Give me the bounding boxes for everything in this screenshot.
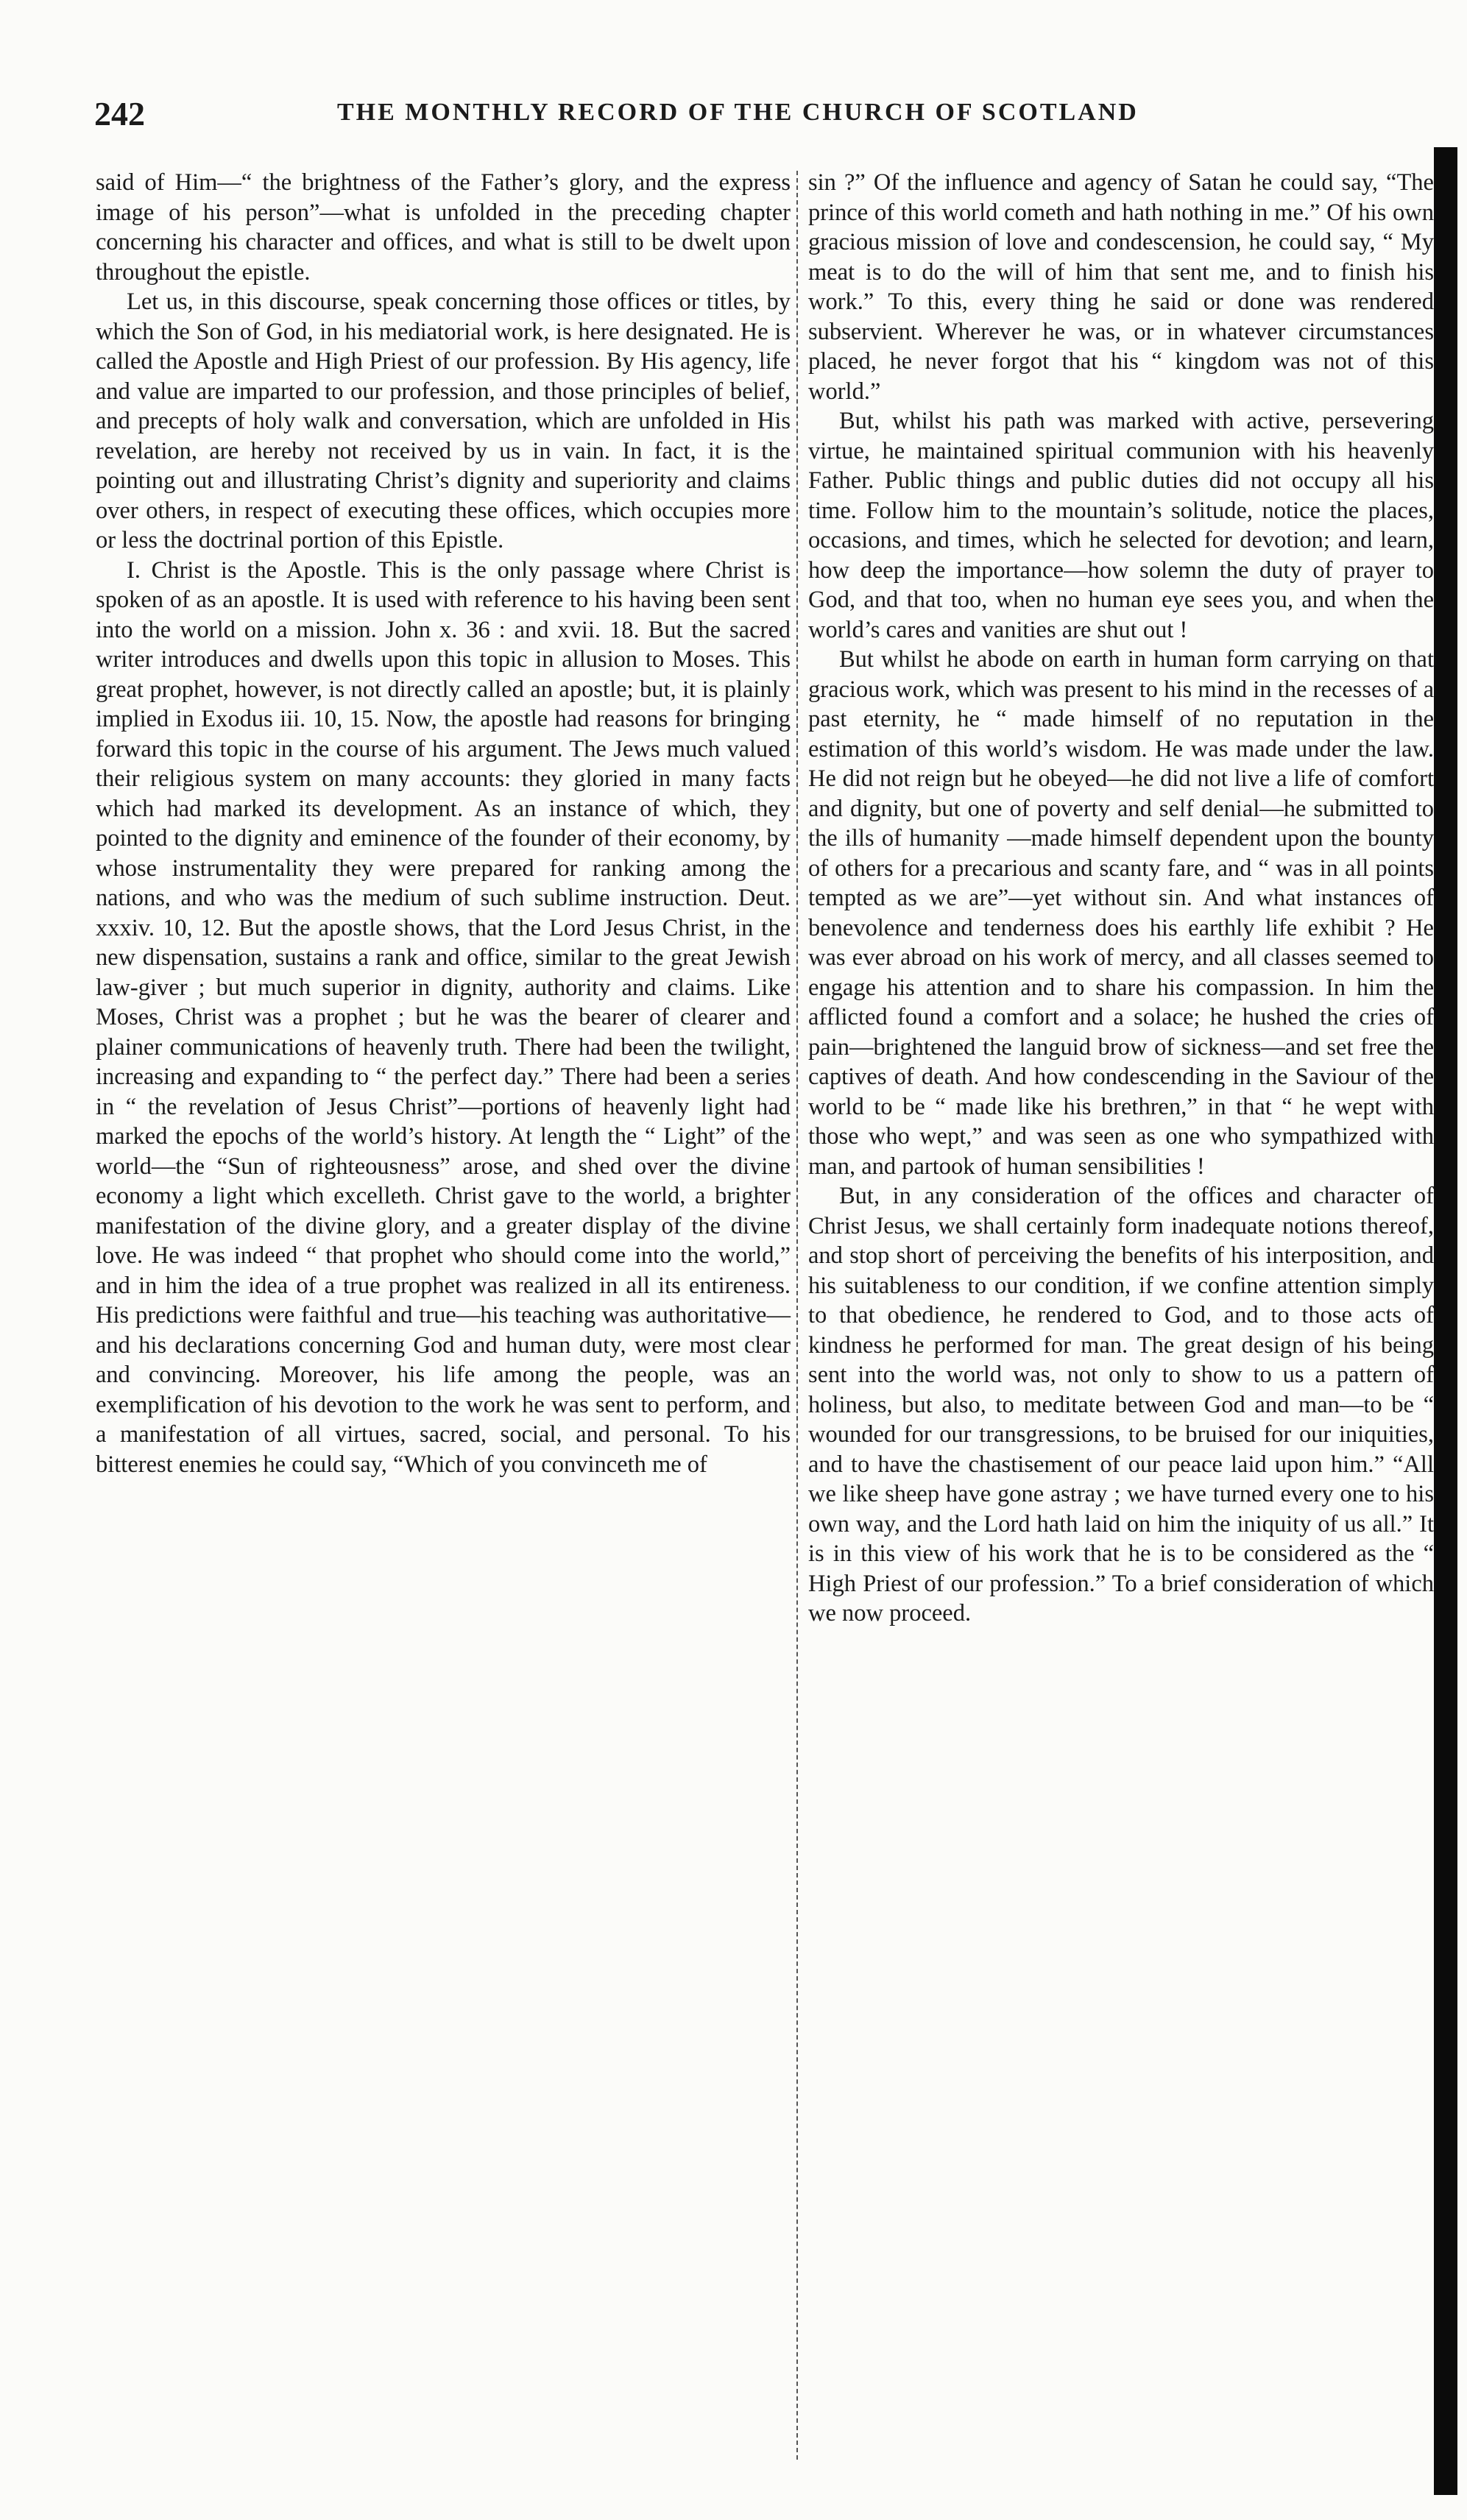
paragraph: sin ?” Of the influence and agency of Satan he could say, “The prince of this world cometh and hath nothing in me.” Of his own gracious mission of love and condescension, he could say, “ My meat is to do the will of him that sent me, and to finish his work.” To this, every thing he said or done was rendered subservient. Wherever he was, or in whatever circumstances placed, he never forgot that his “ kingdom was not of this world.” — [808, 169, 1434, 405]
left-column — [96, 168, 791, 1479]
paragraph: Let us, in this discourse, speak concerning those offices or titles, by which the Son of God, in his mediatorial work, is here designated. He is called the Apostle and High Priest of our profession. By His agency, life and value are imparted to our profession, and those principles of belief, and precepts of holy walk and conversation, which are unfolded in His revelation, are hereby not received by us in vain. In fact, it is the pointing out and illustrating Christ’s dignity and superiority and claims over others, in respect of executing these offices, which occupies more or less the doctrinal portion of this Epistle. — [96, 289, 791, 553]
page-header — [94, 94, 1449, 146]
paragraph: But, in any consideration of the offices and character of Christ Jesus, we shall certainly form inadequate notions thereof, and stop short of perceiving the benefits of his interposition, and his suitableness to our condition, if we confine attention simply to that obedience, he rendered to God, and to those acts of kindness he performed for man. The great design of his being sent into the world was, not only to show to us a pattern of holiness, but also, to meditate between God and man—to be “ wounded for our transgressions, to be bruised for our iniquities, and to have the chastisement of our peace laid upon him.” “All we like sheep have gone astray ; we have turned every one to his own way, and the Lord hath laid on him the iniquity of us all.” It is in this view of his work that he is to be considered as the “ High Priest of our profession.” To a brief consideration of which we now proceed. — [808, 1183, 1434, 1627]
page-number: 242 — [94, 95, 145, 132]
paragraph: said of Him—“ the brightness of the Father’s glory, and the express image of his person”—what is unfolded in the preceding chapter concerning his character and offices, and what is still to be dwelt upon throughout the epistle. — [96, 169, 791, 286]
paragraph: I. Christ is the Apostle. This is the only passage where Christ is spoken of as an apostle. It is used with reference to his having been sent into the world on a mission. John x. 36 : and xvii. 18. But the sacred writer introduces and dwells upon this topic in allusion to Moses. This great prophet, however, is not directly called an apostle; but, it is plainly implied in Exodus iii. 10, 15. Now, the apostle had reasons for bringing forward this topic in the course of his argument. The Jews much valued their religious system on many accounts: they gloried in many facts which had marked its development. As an instance of which, they pointed to the dignity and eminence of the founder of their economy, by whose instrumentality they were prepared for ranking among the nations, and who was the medium of such sublime instruction. Deut. xxxiv. 10, 12. But the apostle shows, that the Lord Jesus Christ, in the new dispensation, sustains a rank and office, similar to the great Jewish law-giver ; but much superior in dignity, authority and claims. Like Moses, Christ was a prophet ; but he was the bearer of clearer and plainer communications of heavenly truth. There had been the twilight, increasing and expanding to “ the perfect day.” There had been a series in “ the revelation of Jesus Christ”—portions of heavenly light had marked the epochs of the world’s history. At length the “ Light” of the world—the “Sun of righteousness” arose, and shed over the divine economy a light which excelleth. Christ gave to the world, a brighter manifestation of the divine glory, and a greater display of the divine love. He was indeed “ that prophet who should come into the world,” and in him the idea of a true prophet was realized in all its entireness. His predictions were faithful and true—his teaching was authoritative—and his declarations concerning God and human duty, were most clear and convincing. Moreover, his life among the people, was an exemplification of his devotion to the work he was sent to perform, and a manifestation of all virtues, sacred, social, and personal. To his bitterest enemies he could say, “Which of you convinceth me of — [96, 556, 791, 1478]
paragraph: But whilst he abode on earth in human form carrying on that gracious work, which was present to his mind in the recesses of a past eternity, he “ made himself of no reputation in the estimation of this world’s wisdom. He was made under the law. He did not reign but he obeyed—he did not live a life of comfort and dignity, but one of poverty and self denial—he submitted to the ills of humanity —made himself dependent upon the bounty of others for a precarious and scanty fare, and “ was in all points tempted as we are”—yet without sin. And what instances of benevolence and tenderness does his earthly life exhibit ? He was ever abroad on his work of mercy, and all classes seemed to engage his attention and to share his compassion. In him the afflicted found a comfort and a solace; he hushed the cries of pain—brightened the languid brow of sickness—and set free the captives of death. And how condescending in the Saviour of the world to be “ made like his brethren,” in that “ he wept with those who wept,” and was seen as one who sympathized with man, and partook of human sensibilities ! — [808, 646, 1434, 1180]
column-divider — [796, 171, 798, 2460]
right-column — [808, 168, 1434, 1629]
paragraph: But, whilst his path was marked with active, persevering virtue, he maintained spiritual communion with his heavenly Father. Public things and public duties did not occupy all his time. Follow him to the mountain’s solitude, notice the places, occasions, and times, which he selected for devotion; and learn, how deep the importance—how solemn the duty of prayer to God, and that too, when no human eye sees you, and when the world’s cares and vanities are shut out ! — [808, 408, 1434, 643]
scan-shadow-edge — [1434, 147, 1457, 2495]
running-head: THE MONTHLY RECORD OF THE CHURCH OF SCOTLAND — [337, 99, 1139, 126]
